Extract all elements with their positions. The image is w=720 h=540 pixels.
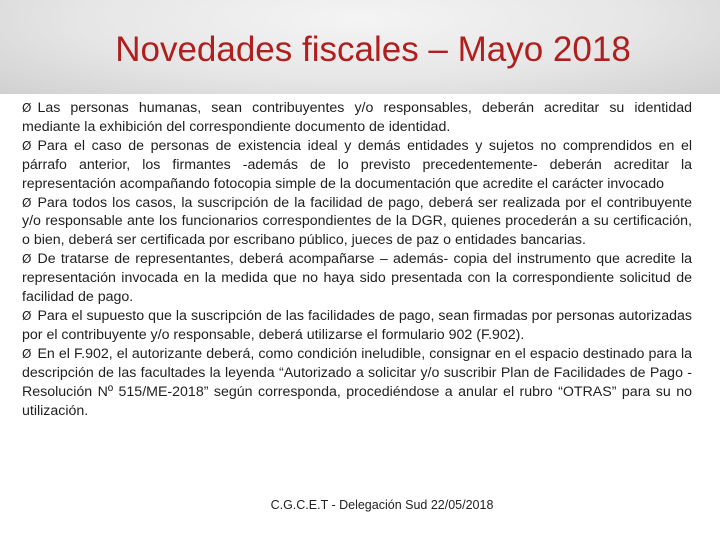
paragraph-text: Para el caso de personas de existencia ideal y demás entidades y sujetos no comprendidos en el párrafo anterior, los firmantes -además de lo previsto precedentemente- deberán acreditar la representación acompañando fotocopia simple de la documentación que acredite el carácter invocado xyxy=(22,137,692,192)
paragraph-text: Para el supuesto que la suscripción de las facilidades de pago, sean firmadas por personas autorizadas por el contribuyente y/o responsable, deberá utilizarse el formulario 902 (F.902). xyxy=(22,307,692,343)
bullet-paragraph-6 xyxy=(22,345,692,421)
paragraph-text: De tratarse de representantes, deberá acompañarse – además- copia del instrumento que acredite la representación invocada en la medida que no haya sido presentada con la correspondiente solicitud de facilidad de pago. xyxy=(22,251,692,306)
bullet-paragraph-2 xyxy=(22,137,692,194)
slide-title: Novedades fiscales – Mayo 2018 xyxy=(115,30,631,69)
bullet-paragraph-3 xyxy=(22,194,692,251)
bullet-arrow-icon: Ø xyxy=(22,101,32,115)
bullet-arrow-icon: Ø xyxy=(22,252,32,267)
bullet-arrow-icon: Ø xyxy=(22,138,32,153)
bullet-paragraph-4 xyxy=(22,250,692,307)
slide-footer: C.G.C.E.T - Delegación Sud 22/05/2018 xyxy=(270,498,494,512)
bullet-arrow-icon: Ø xyxy=(22,195,32,210)
bullet-paragraph-5 xyxy=(22,307,692,345)
slide-body xyxy=(22,99,692,420)
bullet-arrow-icon: Ø xyxy=(22,308,32,323)
paragraph-text: Las personas humanas, sean contribuyentes y/o responsables, deberán acreditar su identidad mediante la exhibición del correspondiente documento de identidad. xyxy=(22,100,692,135)
bullet-paragraph-1 xyxy=(22,99,692,137)
paragraph-text: Para todos los casos, la suscripción de la facilidad de pago, deberá ser realizada por el contribuyente y/o responsable ante los funcionarios correspondientes de la DGR, quienes procederán a su certificación, o bien, deberá ser certificada por escribano público, jueces de paz o entidades bancarias. xyxy=(22,194,692,249)
bullet-arrow-icon: Ø xyxy=(22,346,32,361)
paragraph-text: En el F.902, el autorizante deberá, como condición ineludible, consignar en el espacio destinado para la descripción de las facultades la leyenda “Autorizado a solicitar y/o suscribir Plan de Facilidades de Pago - Resolución Nº 515/ME-2018” según corresponda, procediéndose a anular el rubro “OTRAS” para su no utilización. xyxy=(22,345,692,419)
